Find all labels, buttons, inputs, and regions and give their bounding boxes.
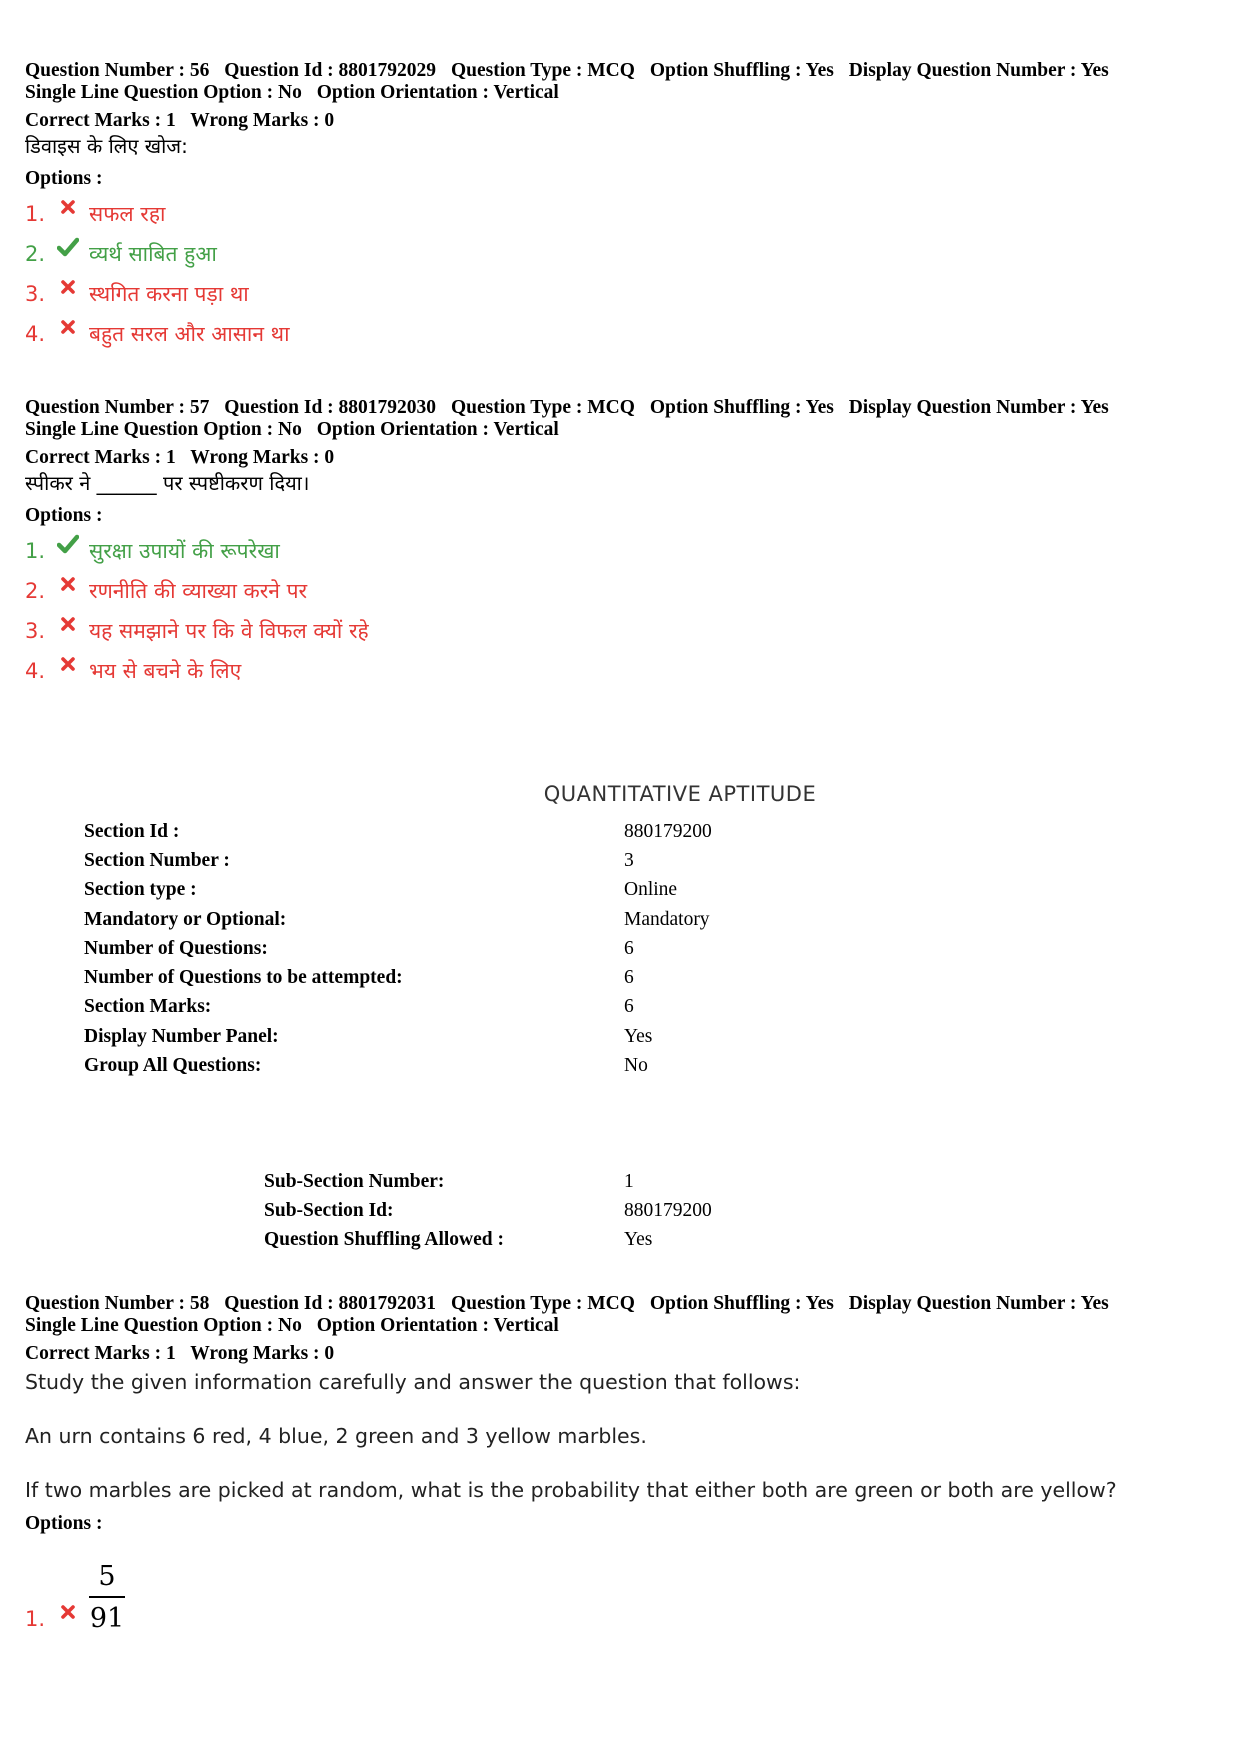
option-shuffling: Option Shuffling : Yes <box>649 397 834 418</box>
single-line-option: Single Line Question Option : No <box>25 419 302 440</box>
check-icon <box>55 534 81 554</box>
question-meta-line-2 <box>25 1315 1225 1337</box>
option-number: 3. <box>25 282 46 306</box>
subsection-value: Yes <box>624 1229 653 1251</box>
fraction-numerator: 5 <box>98 1561 116 1592</box>
option-2 <box>25 571 1225 611</box>
question-number: Question Number : 58 <box>25 1293 210 1314</box>
cross-icon <box>55 199 81 215</box>
question-meta-line-2 <box>25 419 1225 441</box>
table-row <box>84 934 712 963</box>
option-shuffling: Option Shuffling : Yes <box>649 1293 834 1314</box>
question-number: Question Number : 56 <box>25 60 210 81</box>
question-text-line-1: Study the given information carefully and answer the question that follows: <box>25 1370 801 1394</box>
option-number: 3. <box>25 619 46 643</box>
table-row <box>264 1167 712 1196</box>
fraction <box>89 1562 125 1634</box>
table-row <box>84 905 712 934</box>
section-value: No <box>624 1055 648 1077</box>
option-1 <box>25 1561 1225 1639</box>
correct-marks: Correct Marks : 1 <box>25 1343 176 1364</box>
single-line-option: Single Line Question Option : No <box>25 82 302 103</box>
option-text: सफल रहा <box>89 202 166 226</box>
question-number: Question Number : 57 <box>25 397 210 418</box>
question-meta-line-1 <box>25 397 1225 419</box>
option-2 <box>25 234 1225 274</box>
section-key: Display Number Panel: <box>84 1025 279 1047</box>
option-1 <box>25 194 1225 234</box>
wrong-marks: Wrong Marks : 0 <box>190 1343 335 1364</box>
option-3 <box>25 611 1225 651</box>
section-value: Online <box>624 879 678 901</box>
table-row <box>84 817 712 846</box>
option-text: बहुत सरल और आसान था <box>89 322 290 346</box>
question-56 <box>25 60 1225 354</box>
section-value: Yes <box>624 1025 653 1047</box>
option-text: भय से बचने के लिए <box>89 659 242 683</box>
section-value: 3 <box>624 849 634 871</box>
section-info-table <box>84 817 712 1081</box>
table-row <box>84 993 712 1022</box>
question-text: डिवाइस के लिए खोज: <box>25 134 188 158</box>
question-58 <box>25 1293 1225 1639</box>
cross-icon <box>55 279 81 295</box>
section-key: Section Marks: <box>84 996 212 1018</box>
correct-marks: Correct Marks : 1 <box>25 447 176 468</box>
section-key: Section type : <box>84 879 197 901</box>
option-text: यह समझाने पर कि वे विफल क्यों रहे <box>89 619 369 643</box>
subsection-key: Sub-Section Id: <box>264 1199 394 1221</box>
section-value: 880179200 <box>624 820 712 842</box>
question-type: Question Type : MCQ <box>450 397 635 418</box>
question-meta-line-2 <box>25 82 1225 104</box>
section-title: QUANTITATIVE APTITUDE <box>543 782 817 806</box>
marks-line <box>25 110 1225 132</box>
section-key: Number of Questions to be attempted: <box>84 967 403 989</box>
table-row <box>84 1051 712 1080</box>
option-3 <box>25 274 1225 314</box>
table-row <box>264 1196 712 1225</box>
option-orientation: Option Orientation : Vertical <box>316 419 559 440</box>
option-orientation: Option Orientation : Vertical <box>316 1315 559 1336</box>
option-number: 1. <box>25 539 46 563</box>
option-4 <box>25 651 1225 691</box>
section-value: Mandatory <box>624 908 710 930</box>
option-number: 2. <box>25 579 46 603</box>
section-value: 6 <box>624 967 634 989</box>
check-icon <box>55 237 81 257</box>
subsection-key: Sub-Section Number: <box>264 1170 445 1192</box>
question-text-line-3: If two marbles are picked at random, what is the probability that either both are green or both are yellow? <box>25 1478 1117 1502</box>
question-text-line-2: An urn contains 6 red, 4 blue, 2 green and 3 yellow marbles. <box>25 1424 647 1448</box>
question-meta-line-1 <box>25 60 1225 82</box>
question-id: Question Id : 8801792029 <box>224 60 437 81</box>
option-number: 1. <box>25 202 46 226</box>
question-type: Question Type : MCQ <box>450 60 635 81</box>
option-number: 2. <box>25 242 46 266</box>
options-list <box>25 1561 1225 1639</box>
option-text: स्थगित करना पड़ा था <box>89 282 249 306</box>
cross-icon <box>55 319 81 335</box>
section-key: Group All Questions: <box>84 1055 262 1077</box>
option-text: सुरक्षा उपायों की रूपरेखा <box>89 539 280 563</box>
question-57 <box>25 397 1225 691</box>
option-text: रणनीति की व्याख्या करने पर <box>89 579 308 603</box>
single-line-option: Single Line Question Option : No <box>25 1315 302 1336</box>
section-value: 6 <box>624 937 634 959</box>
subsection-info-table <box>264 1167 712 1255</box>
fraction-bar <box>89 1596 125 1598</box>
option-orientation: Option Orientation : Vertical <box>316 82 559 103</box>
table-row <box>264 1226 712 1255</box>
question-id: Question Id : 8801792030 <box>224 397 437 418</box>
cross-icon <box>55 656 81 672</box>
table-row <box>84 846 712 875</box>
question-type: Question Type : MCQ <box>450 1293 635 1314</box>
fraction-denominator: 91 <box>89 1603 125 1634</box>
subsection-value: 880179200 <box>624 1199 712 1221</box>
cross-icon <box>55 576 81 592</box>
table-row <box>84 963 712 992</box>
option-4 <box>25 314 1225 354</box>
option-text: व्यर्थ साबित हुआ <box>89 242 217 266</box>
question-text: स्पीकर ने ______ पर स्पष्टीकरण दिया। <box>25 471 310 495</box>
table-row <box>84 1022 712 1051</box>
section-key: Number of Questions: <box>84 937 268 959</box>
marks-line <box>25 447 1225 469</box>
subsection-value: 1 <box>624 1170 634 1192</box>
option-shuffling: Option Shuffling : Yes <box>649 60 834 81</box>
wrong-marks: Wrong Marks : 0 <box>190 110 335 131</box>
option-number: 4. <box>25 659 46 683</box>
correct-marks: Correct Marks : 1 <box>25 110 176 131</box>
display-question-number: Display Question Number : Yes <box>848 60 1109 81</box>
subsection-key: Question Shuffling Allowed : <box>264 1229 505 1251</box>
option-number: 1. <box>25 1607 46 1631</box>
cross-icon <box>55 1604 81 1620</box>
option-1 <box>25 531 1225 571</box>
section-value: 6 <box>624 996 634 1018</box>
question-meta-line-1 <box>25 1293 1225 1315</box>
section-key: Mandatory or Optional: <box>84 908 287 930</box>
display-question-number: Display Question Number : Yes <box>848 397 1109 418</box>
options-list <box>25 531 1225 691</box>
wrong-marks: Wrong Marks : 0 <box>190 447 335 468</box>
options-label: Options : <box>25 1513 103 1534</box>
question-id: Question Id : 8801792031 <box>224 1293 437 1314</box>
table-row <box>84 876 712 905</box>
options-label: Options : <box>25 505 103 526</box>
option-number: 4. <box>25 322 46 346</box>
cross-icon <box>55 616 81 632</box>
section-key: Section Id : <box>84 820 180 842</box>
marks-line <box>25 1343 1225 1365</box>
options-label: Options : <box>25 168 103 189</box>
section-key: Section Number : <box>84 849 230 871</box>
display-question-number: Display Question Number : Yes <box>848 1293 1109 1314</box>
options-list <box>25 194 1225 354</box>
